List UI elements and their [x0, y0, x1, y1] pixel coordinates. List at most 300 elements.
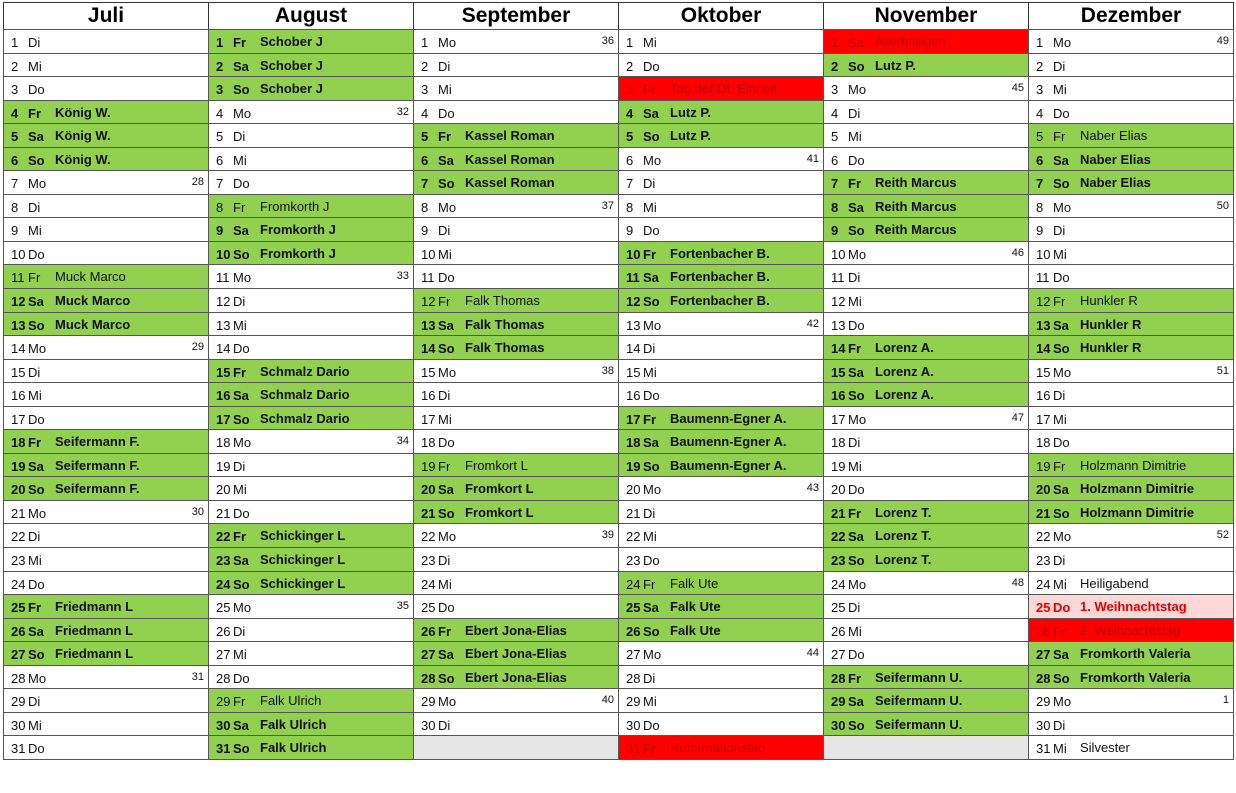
day-number: 3 [831, 82, 839, 98]
day-cell[interactable] [3, 29, 209, 54]
day-cell[interactable] [618, 335, 824, 360]
day-cell[interactable] [208, 453, 414, 478]
day-cell[interactable] [413, 76, 619, 101]
weekday-label: Mi [643, 529, 657, 545]
day-cell[interactable] [823, 194, 1029, 219]
duty-name: Reith Marcus [875, 222, 957, 238]
day-cell[interactable] [208, 712, 414, 737]
day-cell[interactable] [1028, 594, 1234, 619]
duty-name: 1. Weihnachtstag [1080, 599, 1187, 615]
day-cell[interactable] [413, 453, 619, 478]
day-cell[interactable] [1028, 571, 1234, 596]
day-cell[interactable] [208, 147, 414, 172]
week-number: 42 [806, 317, 819, 330]
day-cell[interactable] [823, 429, 1029, 454]
duty-name: Kassel Roman [465, 175, 555, 191]
empty-day-cell[interactable] [413, 735, 619, 760]
day-number: 11 [1036, 270, 1050, 286]
weekday-label: Mo [643, 647, 662, 663]
day-cell[interactable] [618, 241, 824, 266]
day-cell[interactable] [823, 76, 1029, 101]
day-cell[interactable] [413, 594, 619, 619]
weekday-label: Do [233, 670, 250, 686]
weekday-label: Do [233, 341, 250, 357]
day-cell[interactable] [3, 147, 209, 172]
day-cell[interactable] [413, 312, 619, 337]
weekday-label: Do [643, 553, 660, 569]
day-cell[interactable] [208, 618, 414, 643]
day-number: 31 [11, 741, 26, 757]
day-cell[interactable] [3, 288, 209, 313]
day-cell[interactable] [208, 241, 414, 266]
duty-name: Friedmann L [55, 646, 134, 662]
day-cell[interactable] [823, 123, 1029, 148]
weekday-label: Di [28, 694, 41, 710]
weekday-label: Mi [643, 364, 657, 380]
day-number: 18 [421, 435, 436, 451]
weekday-label: Fr [643, 411, 656, 427]
day-number: 3 [216, 82, 224, 98]
week-number: 45 [1011, 82, 1024, 95]
day-number: 3 [11, 82, 19, 98]
day-cell[interactable] [618, 523, 824, 548]
day-cell[interactable] [1028, 641, 1234, 666]
day-cell[interactable] [208, 641, 414, 666]
day-cell[interactable] [823, 382, 1029, 407]
duty-name: Falk Ulrich [260, 693, 322, 709]
day-cell[interactable] [413, 100, 619, 125]
day-cell[interactable] [413, 288, 619, 313]
day-number: 14 [216, 341, 231, 357]
day-cell[interactable] [618, 547, 824, 572]
day-cell[interactable] [3, 264, 209, 289]
duty-name: Friedmann L [55, 622, 134, 638]
day-cell[interactable] [1028, 547, 1234, 572]
day-cell[interactable] [823, 641, 1029, 666]
day-cell[interactable] [413, 123, 619, 148]
day-cell[interactable] [823, 29, 1029, 54]
day-cell[interactable] [208, 76, 414, 101]
weekday-label: Sa [233, 388, 249, 404]
day-cell[interactable] [3, 53, 209, 78]
day-number: 27 [831, 647, 846, 663]
day-number: 15 [216, 364, 231, 380]
day-cell[interactable] [413, 500, 619, 525]
weekday-label: Mi [438, 411, 452, 427]
day-cell[interactable] [3, 618, 209, 643]
day-cell[interactable] [823, 476, 1029, 501]
day-cell[interactable] [1028, 312, 1234, 337]
month-header: August [208, 2, 414, 30]
day-cell[interactable] [1028, 665, 1234, 690]
day-number: 22 [11, 529, 26, 545]
day-cell[interactable] [208, 406, 414, 431]
duty-name: Fromkorth J [260, 245, 336, 261]
day-cell[interactable] [413, 712, 619, 737]
day-cell[interactable] [823, 571, 1029, 596]
day-cell[interactable] [3, 665, 209, 690]
day-cell[interactable] [823, 453, 1029, 478]
day-cell[interactable] [413, 523, 619, 548]
weekday-label: Di [848, 105, 861, 121]
day-cell[interactable] [3, 382, 209, 407]
weekday-label: Di [28, 199, 41, 215]
duty-name: Heiligabend [1080, 575, 1149, 591]
day-cell[interactable] [413, 170, 619, 195]
day-cell[interactable] [1028, 264, 1234, 289]
duty-name: König W. [55, 104, 111, 120]
day-number: 7 [11, 176, 19, 192]
day-cell[interactable] [1028, 618, 1234, 643]
day-number: 1 [11, 35, 19, 50]
day-cell[interactable] [208, 29, 414, 54]
day-number: 19 [216, 458, 231, 474]
day-number: 8 [831, 199, 839, 215]
day-cell[interactable] [208, 359, 414, 384]
day-cell[interactable] [3, 688, 209, 713]
day-cell[interactable] [3, 359, 209, 384]
weekday-label: Mi [643, 35, 657, 50]
day-cell[interactable] [823, 288, 1029, 313]
day-cell[interactable] [618, 170, 824, 195]
day-cell[interactable] [413, 688, 619, 713]
day-cell[interactable] [413, 29, 619, 54]
day-cell[interactable] [208, 335, 414, 360]
day-cell[interactable] [618, 264, 824, 289]
weekday-label: Do [848, 647, 865, 663]
day-cell[interactable] [823, 500, 1029, 525]
day-cell[interactable] [3, 500, 209, 525]
day-cell[interactable] [208, 217, 414, 242]
weekday-label: Sa [438, 647, 454, 663]
day-cell[interactable] [618, 688, 824, 713]
duty-name: Reith Marcus [875, 175, 957, 191]
duty-name: Seifermann F. [55, 434, 140, 450]
day-cell[interactable] [823, 618, 1029, 643]
day-cell[interactable] [208, 382, 414, 407]
day-cell[interactable] [618, 476, 824, 501]
day-cell[interactable] [208, 288, 414, 313]
weekday-label: Di [438, 388, 451, 404]
day-number: 23 [11, 553, 26, 569]
day-cell[interactable] [3, 194, 209, 219]
day-cell[interactable] [208, 665, 414, 690]
day-cell[interactable] [618, 76, 824, 101]
duty-name: Falk Thomas [465, 293, 540, 309]
weekday-label: Sa [848, 364, 864, 380]
day-number: 28 [1036, 670, 1051, 686]
weekday-label: Fr [233, 35, 246, 50]
day-number: 13 [1036, 317, 1051, 333]
day-cell[interactable] [618, 147, 824, 172]
weekday-label: So [438, 341, 455, 357]
day-cell[interactable] [1028, 147, 1234, 172]
weekday-label: So [848, 58, 865, 74]
day-cell[interactable] [1028, 453, 1234, 478]
day-cell[interactable] [1028, 194, 1234, 219]
day-cell[interactable] [618, 100, 824, 125]
day-cell[interactable] [1028, 382, 1234, 407]
day-cell[interactable] [1028, 735, 1234, 760]
day-cell[interactable] [618, 382, 824, 407]
weekday-label: Sa [233, 223, 249, 239]
day-number: 16 [216, 388, 231, 404]
day-cell[interactable] [618, 500, 824, 525]
duty-name: Schober J [260, 34, 323, 49]
day-cell[interactable] [823, 547, 1029, 572]
day-cell[interactable] [413, 618, 619, 643]
day-number: 24 [216, 576, 231, 592]
day-number: 9 [626, 223, 634, 239]
day-cell[interactable] [618, 665, 824, 690]
day-cell[interactable] [618, 288, 824, 313]
duty-name: Schmalz Dario [260, 363, 350, 379]
day-cell[interactable] [208, 264, 414, 289]
day-cell[interactable] [823, 53, 1029, 78]
day-cell[interactable] [823, 359, 1029, 384]
weekday-label: So [848, 388, 865, 404]
day-cell[interactable] [1028, 217, 1234, 242]
day-cell[interactable] [3, 100, 209, 125]
day-cell[interactable] [3, 735, 209, 760]
weekday-label: So [1053, 341, 1070, 357]
day-cell[interactable] [618, 123, 824, 148]
duty-name: Falk Thomas [465, 340, 545, 356]
day-cell[interactable] [1028, 523, 1234, 548]
day-number: 19 [1036, 458, 1051, 474]
weekday-label: Mo [28, 176, 47, 192]
day-cell[interactable] [208, 100, 414, 125]
month-header: Oktober [618, 2, 824, 30]
day-cell[interactable] [413, 194, 619, 219]
day-cell[interactable] [3, 712, 209, 737]
day-cell[interactable] [618, 618, 824, 643]
day-cell[interactable] [618, 359, 824, 384]
day-cell[interactable] [823, 217, 1029, 242]
duty-name: Holzmann Dimitrie [1080, 457, 1187, 473]
day-cell[interactable] [208, 53, 414, 78]
weekday-label: Fr [28, 600, 41, 616]
weekday-label: Mo [643, 317, 662, 333]
weekday-label: Do [848, 482, 865, 498]
weekday-label: Mo [438, 35, 457, 50]
day-number: 21 [1036, 505, 1051, 521]
day-cell[interactable] [823, 665, 1029, 690]
day-cell[interactable] [208, 571, 414, 596]
day-cell[interactable] [618, 571, 824, 596]
weekday-label: Mi [643, 199, 657, 215]
day-number: 2 [216, 58, 224, 74]
day-cell[interactable] [413, 241, 619, 266]
day-cell[interactable] [618, 453, 824, 478]
day-cell[interactable] [3, 170, 209, 195]
weekday-label: Mi [848, 458, 862, 474]
day-cell[interactable] [3, 547, 209, 572]
duty-name: Baumenn-Egner A. [670, 434, 787, 450]
weekday-label: Fr [1053, 458, 1066, 474]
day-cell[interactable] [413, 53, 619, 78]
week-number: 47 [1011, 411, 1024, 424]
duty-name: Seifermann U. [875, 693, 963, 709]
day-cell[interactable] [823, 594, 1029, 619]
day-cell[interactable] [208, 312, 414, 337]
day-number: 23 [216, 553, 231, 569]
day-cell[interactable] [3, 594, 209, 619]
day-cell[interactable] [413, 335, 619, 360]
day-number: 12 [421, 294, 436, 310]
day-number: 28 [421, 670, 436, 686]
day-cell[interactable] [413, 665, 619, 690]
day-cell[interactable] [413, 547, 619, 572]
day-number: 10 [1036, 246, 1051, 262]
day-cell[interactable] [1028, 241, 1234, 266]
day-cell[interactable] [1028, 406, 1234, 431]
day-cell[interactable] [823, 170, 1029, 195]
day-cell[interactable] [413, 217, 619, 242]
day-cell[interactable] [413, 641, 619, 666]
day-cell[interactable] [618, 594, 824, 619]
weekday-label: So [233, 82, 250, 98]
day-number: 11 [421, 270, 435, 286]
day-cell[interactable] [208, 476, 414, 501]
day-number: 22 [831, 529, 846, 545]
day-cell[interactable] [413, 429, 619, 454]
day-cell[interactable] [823, 523, 1029, 548]
day-number: 1 [1036, 35, 1044, 50]
day-cell[interactable] [208, 429, 414, 454]
day-cell[interactable] [3, 76, 209, 101]
day-cell[interactable] [618, 406, 824, 431]
day-cell[interactable] [1028, 429, 1234, 454]
weekday-label: Mi [438, 576, 452, 592]
day-cell[interactable] [208, 194, 414, 219]
day-cell[interactable] [1028, 123, 1234, 148]
day-cell[interactable] [1028, 29, 1234, 54]
day-number: 26 [11, 623, 26, 639]
day-cell[interactable] [1028, 500, 1234, 525]
day-cell[interactable] [3, 571, 209, 596]
day-cell[interactable] [208, 523, 414, 548]
day-cell[interactable] [208, 735, 414, 760]
day-cell[interactable] [3, 523, 209, 548]
day-cell[interactable] [413, 571, 619, 596]
day-cell[interactable] [3, 453, 209, 478]
day-number: 8 [421, 199, 429, 215]
weekday-label: Mi [848, 623, 862, 639]
day-number: 2 [1036, 58, 1044, 74]
day-cell[interactable] [823, 147, 1029, 172]
day-cell[interactable] [618, 53, 824, 78]
day-number: 14 [626, 341, 641, 357]
weekday-label: So [643, 623, 660, 639]
day-cell[interactable] [1028, 170, 1234, 195]
day-cell[interactable] [1028, 476, 1234, 501]
weekday-label: Mi [233, 647, 247, 663]
day-cell[interactable] [1028, 712, 1234, 737]
day-cell[interactable] [618, 735, 824, 760]
day-cell[interactable] [208, 500, 414, 525]
day-cell[interactable] [413, 264, 619, 289]
day-cell[interactable] [1028, 335, 1234, 360]
day-cell[interactable] [823, 312, 1029, 337]
day-number: 17 [626, 411, 641, 427]
day-cell[interactable] [413, 147, 619, 172]
day-number: 27 [421, 647, 436, 663]
day-cell[interactable] [823, 100, 1029, 125]
day-cell[interactable] [618, 712, 824, 737]
day-cell[interactable] [3, 123, 209, 148]
day-cell[interactable] [3, 429, 209, 454]
day-cell[interactable] [618, 641, 824, 666]
day-number: 16 [421, 388, 436, 404]
day-cell[interactable] [3, 406, 209, 431]
day-cell[interactable] [823, 712, 1029, 737]
day-cell[interactable] [3, 241, 209, 266]
day-cell[interactable] [618, 217, 824, 242]
duty-name: Schickinger L [260, 575, 346, 591]
day-cell[interactable] [618, 312, 824, 337]
day-cell[interactable] [208, 547, 414, 572]
duty-name: Schmalz Dario [260, 410, 350, 426]
day-cell[interactable] [823, 241, 1029, 266]
day-cell[interactable] [413, 359, 619, 384]
day-cell[interactable] [3, 217, 209, 242]
weekday-label: So [28, 152, 45, 168]
empty-day-cell[interactable] [823, 735, 1029, 760]
day-cell[interactable] [208, 594, 414, 619]
day-cell[interactable] [618, 429, 824, 454]
day-cell[interactable] [618, 29, 824, 54]
day-cell[interactable] [3, 335, 209, 360]
day-cell[interactable] [823, 335, 1029, 360]
day-number: 12 [1036, 294, 1051, 310]
day-cell[interactable] [1028, 100, 1234, 125]
day-number: 1 [626, 35, 634, 50]
weekday-label: Do [848, 317, 865, 333]
day-cell[interactable] [413, 476, 619, 501]
weekday-label: Mi [1053, 411, 1067, 427]
day-cell[interactable] [208, 688, 414, 713]
day-cell[interactable] [1028, 53, 1234, 78]
duty-name: Tag der Dt. Einheit [670, 81, 777, 97]
day-cell[interactable] [3, 312, 209, 337]
month-header: November [823, 2, 1029, 30]
day-cell[interactable] [3, 641, 209, 666]
duty-name: Ebert Jona-Elias [465, 669, 567, 685]
day-cell[interactable] [823, 406, 1029, 431]
day-cell[interactable] [823, 688, 1029, 713]
day-number: 9 [831, 223, 839, 239]
day-number: 21 [216, 505, 231, 521]
day-number: 5 [11, 129, 19, 145]
day-cell[interactable] [413, 406, 619, 431]
day-number: 18 [11, 435, 26, 451]
day-number: 13 [216, 317, 231, 333]
day-number: 31 [626, 741, 641, 757]
day-cell[interactable] [823, 264, 1029, 289]
day-cell[interactable] [1028, 688, 1234, 713]
day-cell[interactable] [618, 194, 824, 219]
day-cell[interactable] [208, 170, 414, 195]
day-cell[interactable] [1028, 359, 1234, 384]
duty-name: Fortenbacher B. [670, 269, 770, 285]
day-cell[interactable] [208, 123, 414, 148]
day-cell[interactable] [1028, 288, 1234, 313]
day-cell[interactable] [1028, 76, 1234, 101]
day-cell[interactable] [413, 382, 619, 407]
day-cell[interactable] [3, 476, 209, 501]
weekday-label: Do [28, 246, 45, 262]
